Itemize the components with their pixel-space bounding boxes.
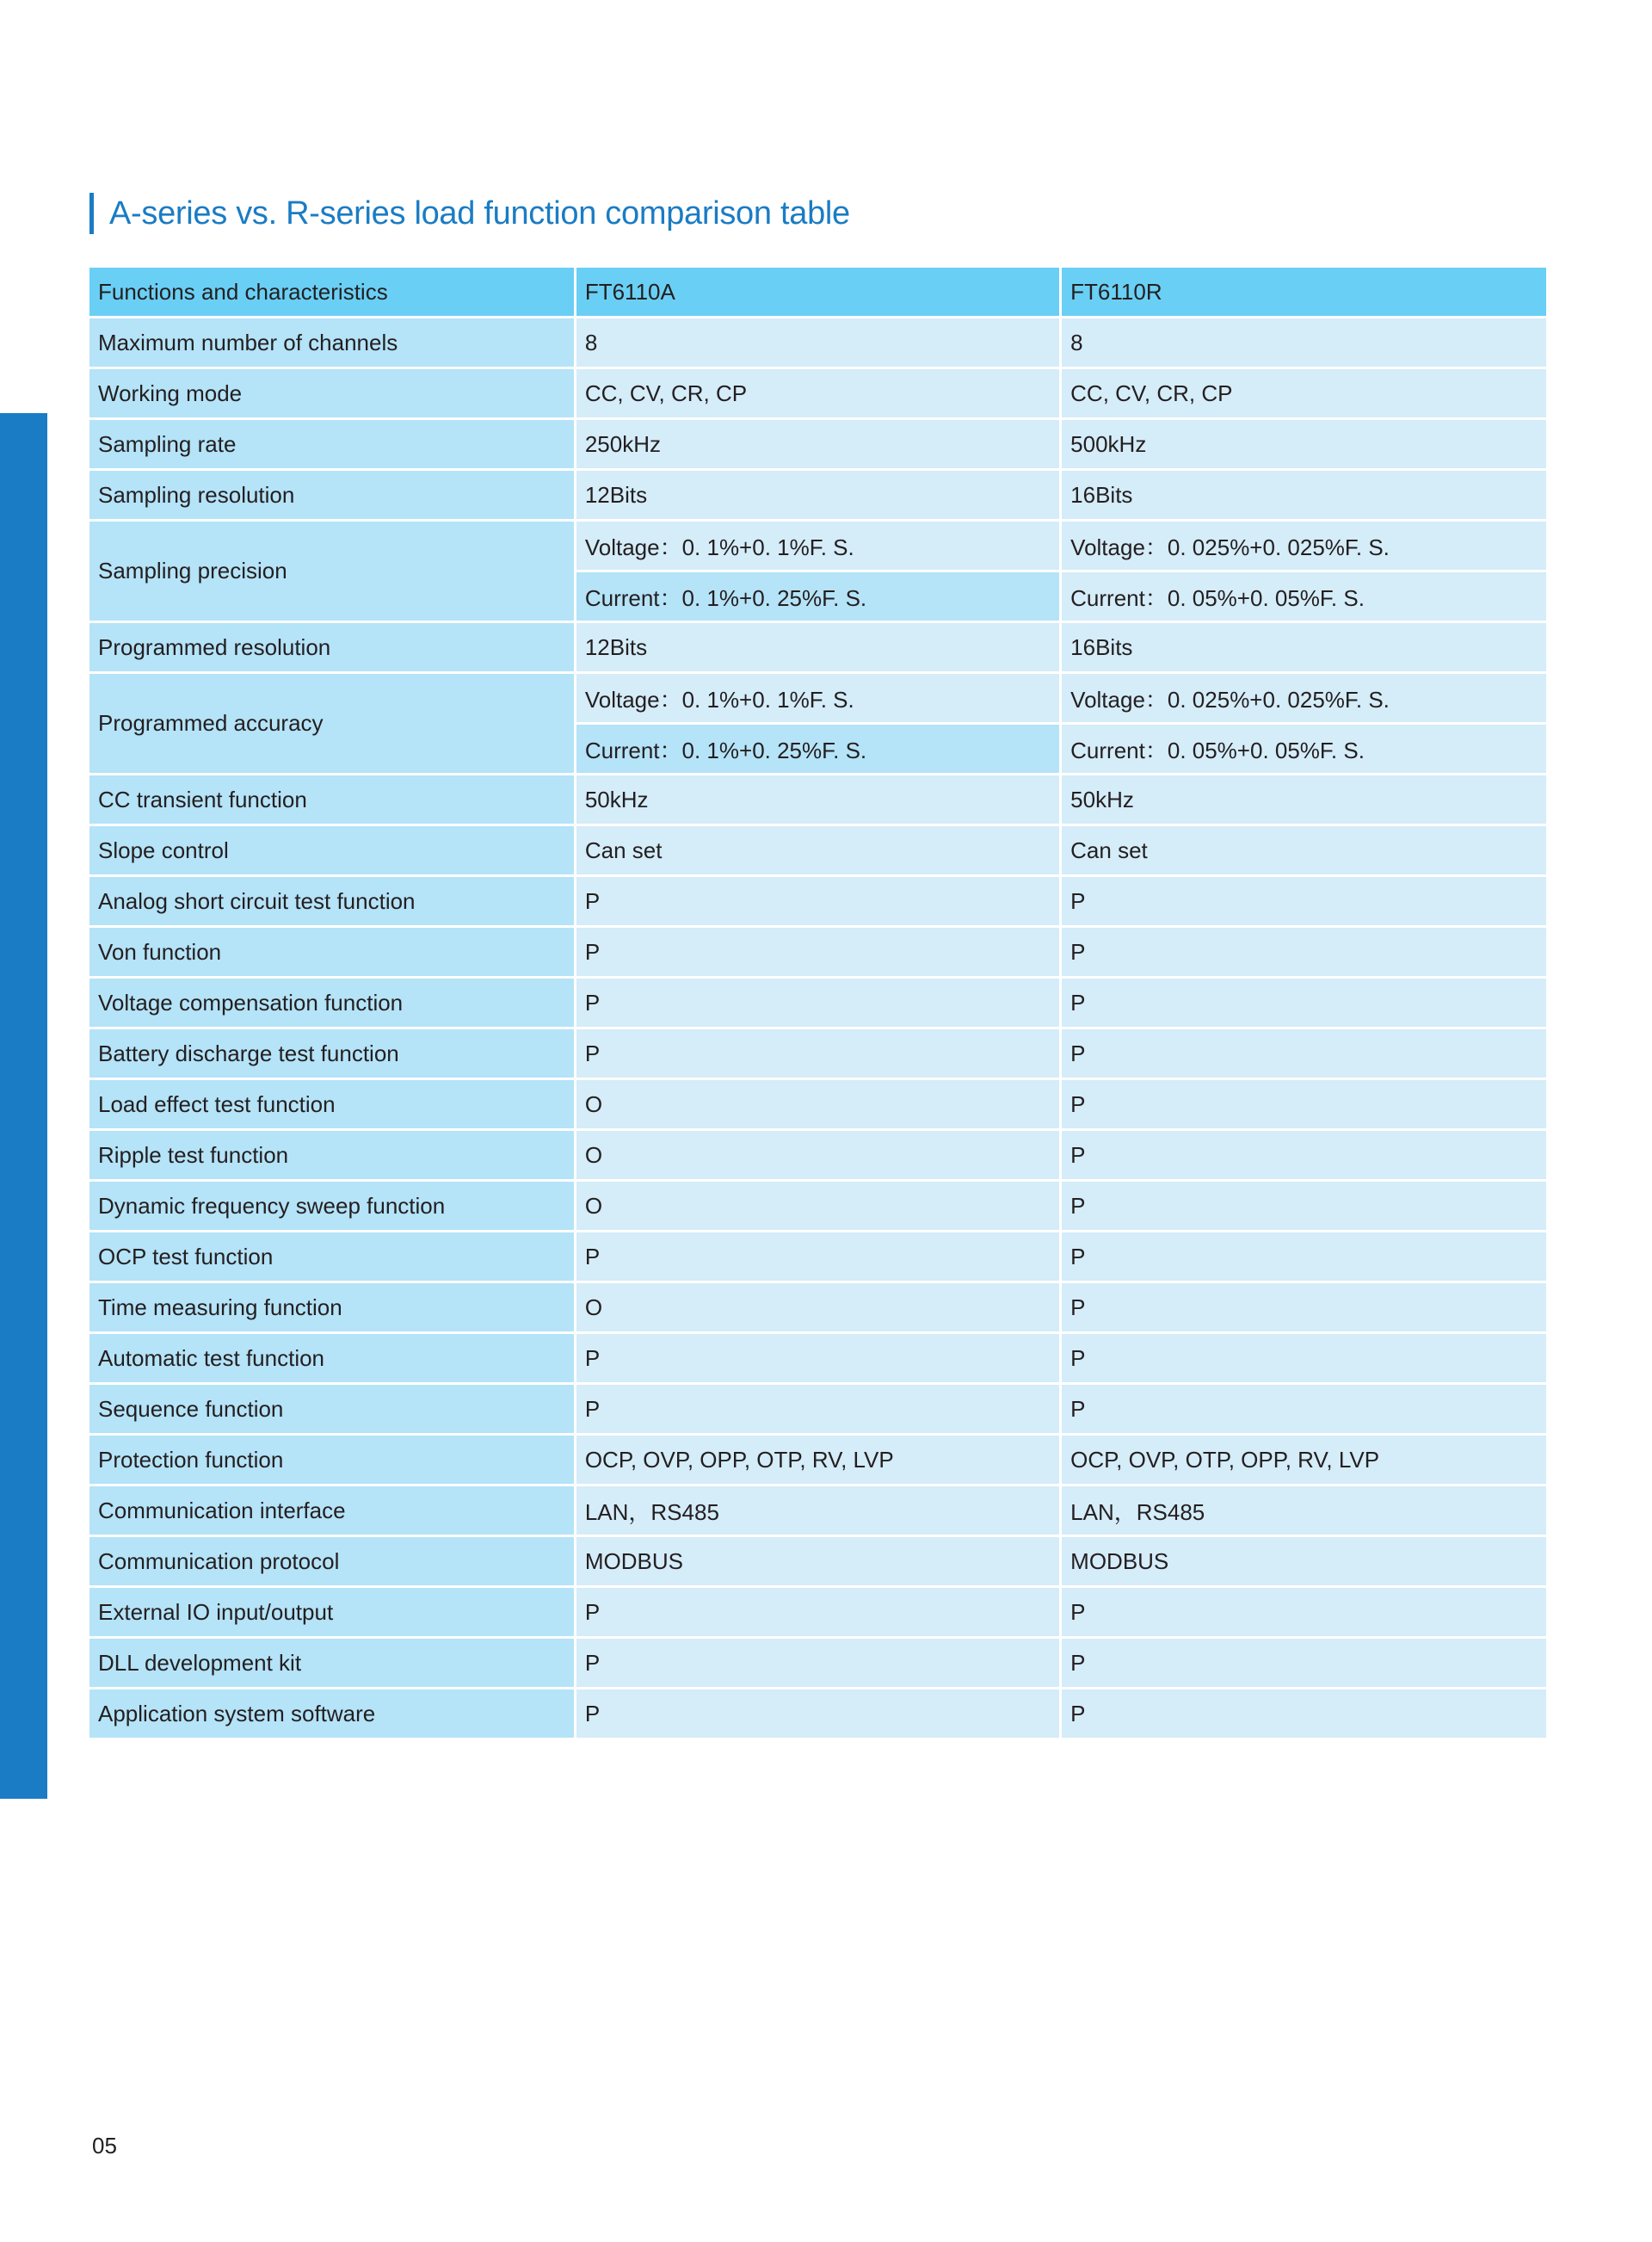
table-row (89, 1181, 1546, 1232)
table-row (89, 876, 1546, 927)
table-row (89, 1638, 1546, 1689)
ft6110a-value: 12Bits (575, 622, 1060, 673)
table-row (89, 470, 1546, 521)
ft6110r-value: P (1061, 1638, 1546, 1689)
row-label: Automatic test function (89, 1333, 575, 1384)
ft6110a-value: 12Bits (575, 470, 1060, 521)
table-row (89, 825, 1546, 876)
table-row (89, 318, 1546, 368)
ft6110r-value: P (1061, 1333, 1546, 1384)
ft6110r-value: P (1061, 1384, 1546, 1435)
title-marker (89, 193, 94, 234)
row-label: Protection function (89, 1435, 575, 1485)
row-label: Time measuring function (89, 1282, 575, 1333)
ft6110r-value: 16Bits (1061, 622, 1546, 673)
ft6110r-value: 8 (1061, 318, 1546, 368)
ft6110a-value: P (575, 1689, 1060, 1739)
ft6110r-value: LAN，RS485 (1061, 1485, 1546, 1536)
row-label: Voltage compensation function (89, 978, 575, 1028)
ft6110r-value: 50kHz (1061, 775, 1546, 825)
ft6110r-value: Voltage：0. 025%+0. 025%F. S. (1061, 673, 1546, 724)
header-ft6110r: FT6110R (1061, 268, 1546, 318)
section-heading (89, 193, 850, 234)
ft6110r-value: P (1061, 1282, 1546, 1333)
ft6110r-value: P (1061, 1689, 1546, 1739)
table-row (89, 1333, 1546, 1384)
ft6110a-value: 250kHz (575, 419, 1060, 470)
table-header-row (89, 268, 1546, 318)
ft6110a-value: O (575, 1181, 1060, 1232)
page-title: A-series vs. R-series load function comparison table (109, 195, 850, 232)
table-row (89, 1689, 1546, 1739)
ft6110a-value: P (575, 1587, 1060, 1638)
row-label: Von function (89, 927, 575, 978)
ft6110a-value: Voltage：0. 1%+0. 1%F. S. (575, 521, 1060, 571)
row-label: Dynamic frequency sweep function (89, 1181, 575, 1232)
table-row (89, 927, 1546, 978)
ft6110r-value: OCP, OVP, OTP, OPP, RV, LVP (1061, 1435, 1546, 1485)
ft6110a-value: P (575, 1638, 1060, 1689)
ft6110a-value: 50kHz (575, 775, 1060, 825)
ft6110r-value: P (1061, 1232, 1546, 1282)
table-row (89, 622, 1546, 673)
row-label: DLL development kit (89, 1638, 575, 1689)
ft6110r-value: P (1061, 1587, 1546, 1638)
row-label: Maximum number of channels (89, 318, 575, 368)
ft6110a-value: Current：0. 1%+0. 25%F. S. (575, 571, 1060, 622)
table-row (89, 1384, 1546, 1435)
ft6110a-value: 8 (575, 318, 1060, 368)
table-row (89, 673, 1546, 724)
table-row (89, 1485, 1546, 1536)
ft6110a-value: MODBUS (575, 1536, 1060, 1587)
page-number: 05 (92, 2133, 117, 2159)
table-row (89, 521, 1546, 571)
table-row (89, 1536, 1546, 1587)
ft6110a-value: P (575, 1384, 1060, 1435)
ft6110a-value: OCP, OVP, OPP, OTP, RV, LVP (575, 1435, 1060, 1485)
ft6110r-value: Current：0. 05%+0. 05%F. S. (1061, 571, 1546, 622)
ft6110a-value: P (575, 1232, 1060, 1282)
table-row (89, 775, 1546, 825)
table-row (89, 1079, 1546, 1130)
table-row (89, 1587, 1546, 1638)
ft6110r-value: MODBUS (1061, 1536, 1546, 1587)
ft6110a-value: O (575, 1079, 1060, 1130)
ft6110a-value: O (575, 1130, 1060, 1181)
table-row (89, 1028, 1546, 1079)
row-label: Load effect test function (89, 1079, 575, 1130)
row-label: Sampling rate (89, 419, 575, 470)
table-row (89, 978, 1546, 1028)
ft6110r-value: P (1061, 927, 1546, 978)
ft6110r-value: P (1061, 1181, 1546, 1232)
row-label: Ripple test function (89, 1130, 575, 1181)
ft6110r-value: Voltage：0. 025%+0. 025%F. S. (1061, 521, 1546, 571)
table-row (89, 1130, 1546, 1181)
row-label: Application system software (89, 1689, 575, 1739)
ft6110r-value: P (1061, 1028, 1546, 1079)
row-label: Slope control (89, 825, 575, 876)
ft6110r-value: Can set (1061, 825, 1546, 876)
table-row (89, 1435, 1546, 1485)
row-label: CC transient function (89, 775, 575, 825)
comparison-table (89, 268, 1546, 1740)
ft6110a-value: Can set (575, 825, 1060, 876)
ft6110a-value: P (575, 876, 1060, 927)
ft6110r-value: P (1061, 876, 1546, 927)
ft6110r-value: 500kHz (1061, 419, 1546, 470)
row-label: Sampling resolution (89, 470, 575, 521)
row-label: Sampling precision (89, 521, 575, 622)
row-label: Battery discharge test function (89, 1028, 575, 1079)
ft6110r-value: P (1061, 1130, 1546, 1181)
ft6110a-value: O (575, 1282, 1060, 1333)
table-row (89, 419, 1546, 470)
ft6110a-value: P (575, 927, 1060, 978)
row-label: Communication protocol (89, 1536, 575, 1587)
ft6110a-value: P (575, 1028, 1060, 1079)
ft6110a-value: CC, CV, CR, CP (575, 368, 1060, 419)
ft6110r-value: P (1061, 1079, 1546, 1130)
row-label: Analog short circuit test function (89, 876, 575, 927)
row-label: Communication interface (89, 1485, 575, 1536)
row-label: Programmed resolution (89, 622, 575, 673)
ft6110r-value: CC, CV, CR, CP (1061, 368, 1546, 419)
table-row (89, 1282, 1546, 1333)
table-row (89, 368, 1546, 419)
ft6110a-value: LAN，RS485 (575, 1485, 1060, 1536)
header-ft6110a: FT6110A (575, 268, 1060, 318)
ft6110r-value: P (1061, 978, 1546, 1028)
row-label: Working mode (89, 368, 575, 419)
side-accent-bar (0, 413, 47, 1799)
ft6110a-value: Current：0. 1%+0. 25%F. S. (575, 724, 1060, 775)
ft6110a-value: P (575, 978, 1060, 1028)
table-row (89, 1232, 1546, 1282)
row-label: Sequence function (89, 1384, 575, 1435)
row-label: Programmed accuracy (89, 673, 575, 775)
ft6110a-value: P (575, 1333, 1060, 1384)
ft6110r-value: Current：0. 05%+0. 05%F. S. (1061, 724, 1546, 775)
row-label: External IO input/output (89, 1587, 575, 1638)
header-functions: Functions and characteristics (89, 268, 575, 318)
ft6110a-value: Voltage：0. 1%+0. 1%F. S. (575, 673, 1060, 724)
ft6110r-value: 16Bits (1061, 470, 1546, 521)
row-label: OCP test function (89, 1232, 575, 1282)
